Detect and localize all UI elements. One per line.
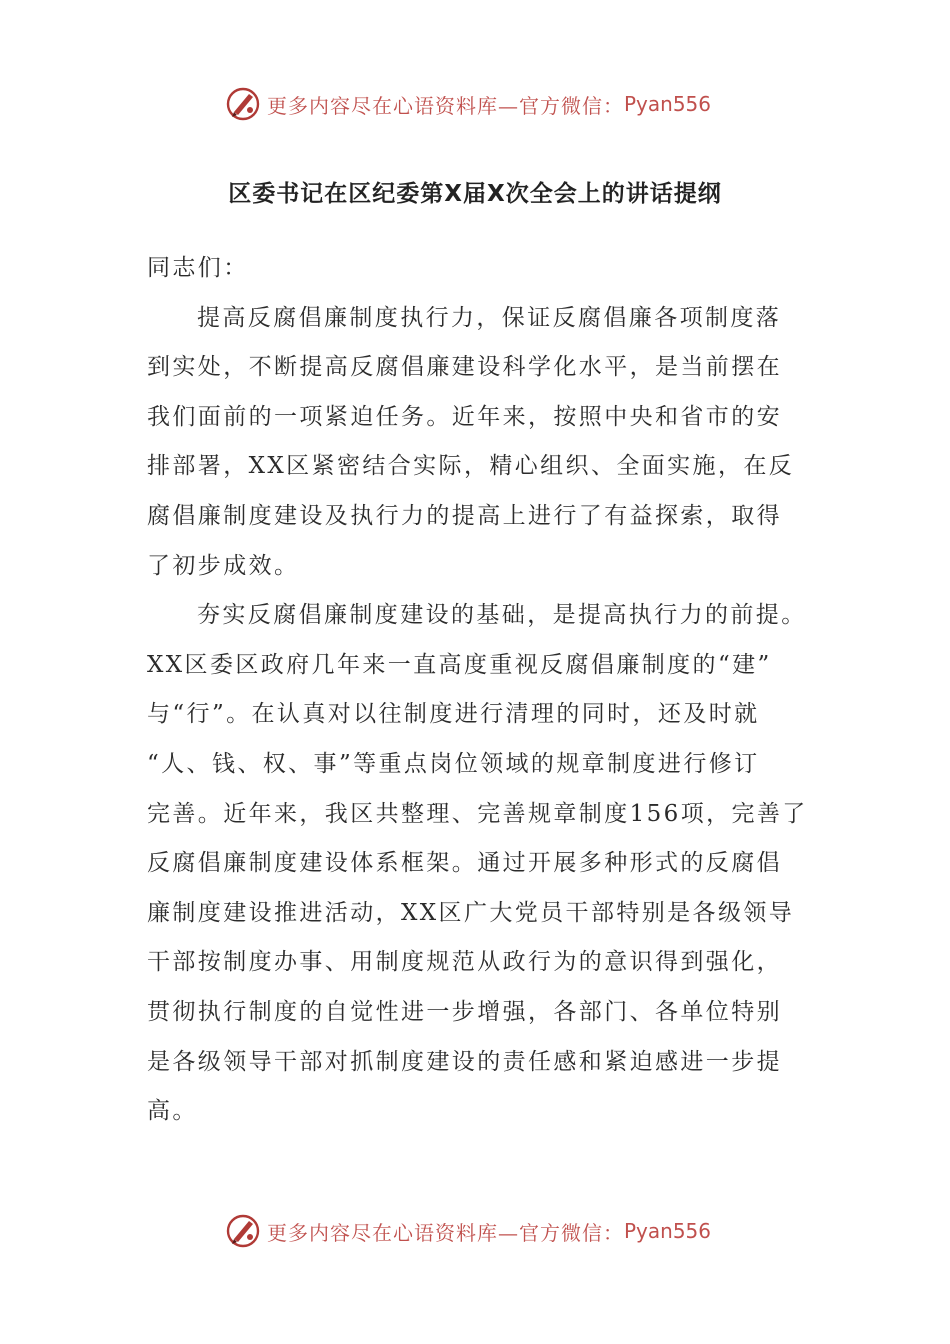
- salutation: 同志们：: [147, 255, 249, 281]
- document-title: 区委书记在区纪委第X届X次全会上的讲话提纲: [228, 181, 722, 207]
- watermark-text: 更多内容尽在心语资料库—官方微信：: [267, 93, 624, 118]
- header-watermark-banner: [0, 84, 950, 124]
- paragraph-1: [147, 294, 807, 592]
- text-line: 高。: [147, 1098, 198, 1125]
- text-line: 夯实反腐倡廉制度建设的基础，是提高执行力的前提。: [197, 602, 807, 629]
- document-body: [147, 244, 807, 1137]
- text-line: 到实处，不断提高反腐倡廉建设科学化水平，是当前摆在: [147, 354, 782, 381]
- text-line: XX区委区政府几年来一直高度重视反腐倡廉制度的“建”: [147, 651, 772, 678]
- wechat-handle: Pyan556: [624, 92, 712, 116]
- text-line: 廉制度建设推进活动，XX区广大党员干部特别是各级领导: [147, 899, 795, 926]
- footer-watermark-banner: [0, 1211, 950, 1251]
- wechat-handle: Pyan556: [624, 1219, 712, 1243]
- text-line: 我们面前的一项紧迫任务。近年来，按照中央和省市的安: [147, 403, 782, 430]
- text-line: 反腐倡廉制度建设体系框架。通过开展多种形式的反腐倡: [147, 850, 782, 877]
- pen-logo-icon: [225, 86, 261, 122]
- text-line: 提高反腐倡廉制度执行力，保证反腐倡廉各项制度落: [197, 304, 782, 331]
- text-line: 是各级领导干部对抓制度建设的责任感和紧迫感进一步提: [147, 1048, 782, 1075]
- text-line: 贯彻执行制度的自觉性进一步增强，各部门、各单位特别: [147, 998, 782, 1025]
- text-line: 与“行”。在认真对以往制度进行清理的同时，还及时就: [147, 701, 760, 728]
- paragraph-2: [147, 591, 807, 1137]
- text-line: 完善。近年来，我区共整理、完善规章制度156项，完善了: [147, 800, 808, 827]
- text-line: 了初步成效。: [147, 552, 300, 579]
- text-line: 腐倡廉制度建设及执行力的提高上进行了有益探索，取得: [147, 502, 782, 529]
- pen-logo-icon: [225, 1213, 261, 1249]
- text-line: 干部按制度办事、用制度规范从政行为的意识得到强化，: [147, 949, 782, 976]
- text-line: “人、钱、权、事”等重点岗位领域的规章制度进行修订: [147, 750, 760, 777]
- text-line: 排部署，XX区紧密结合实际，精心组织、全面实施，在反: [147, 453, 795, 480]
- watermark-text: 更多内容尽在心语资料库—官方微信：: [267, 1220, 624, 1245]
